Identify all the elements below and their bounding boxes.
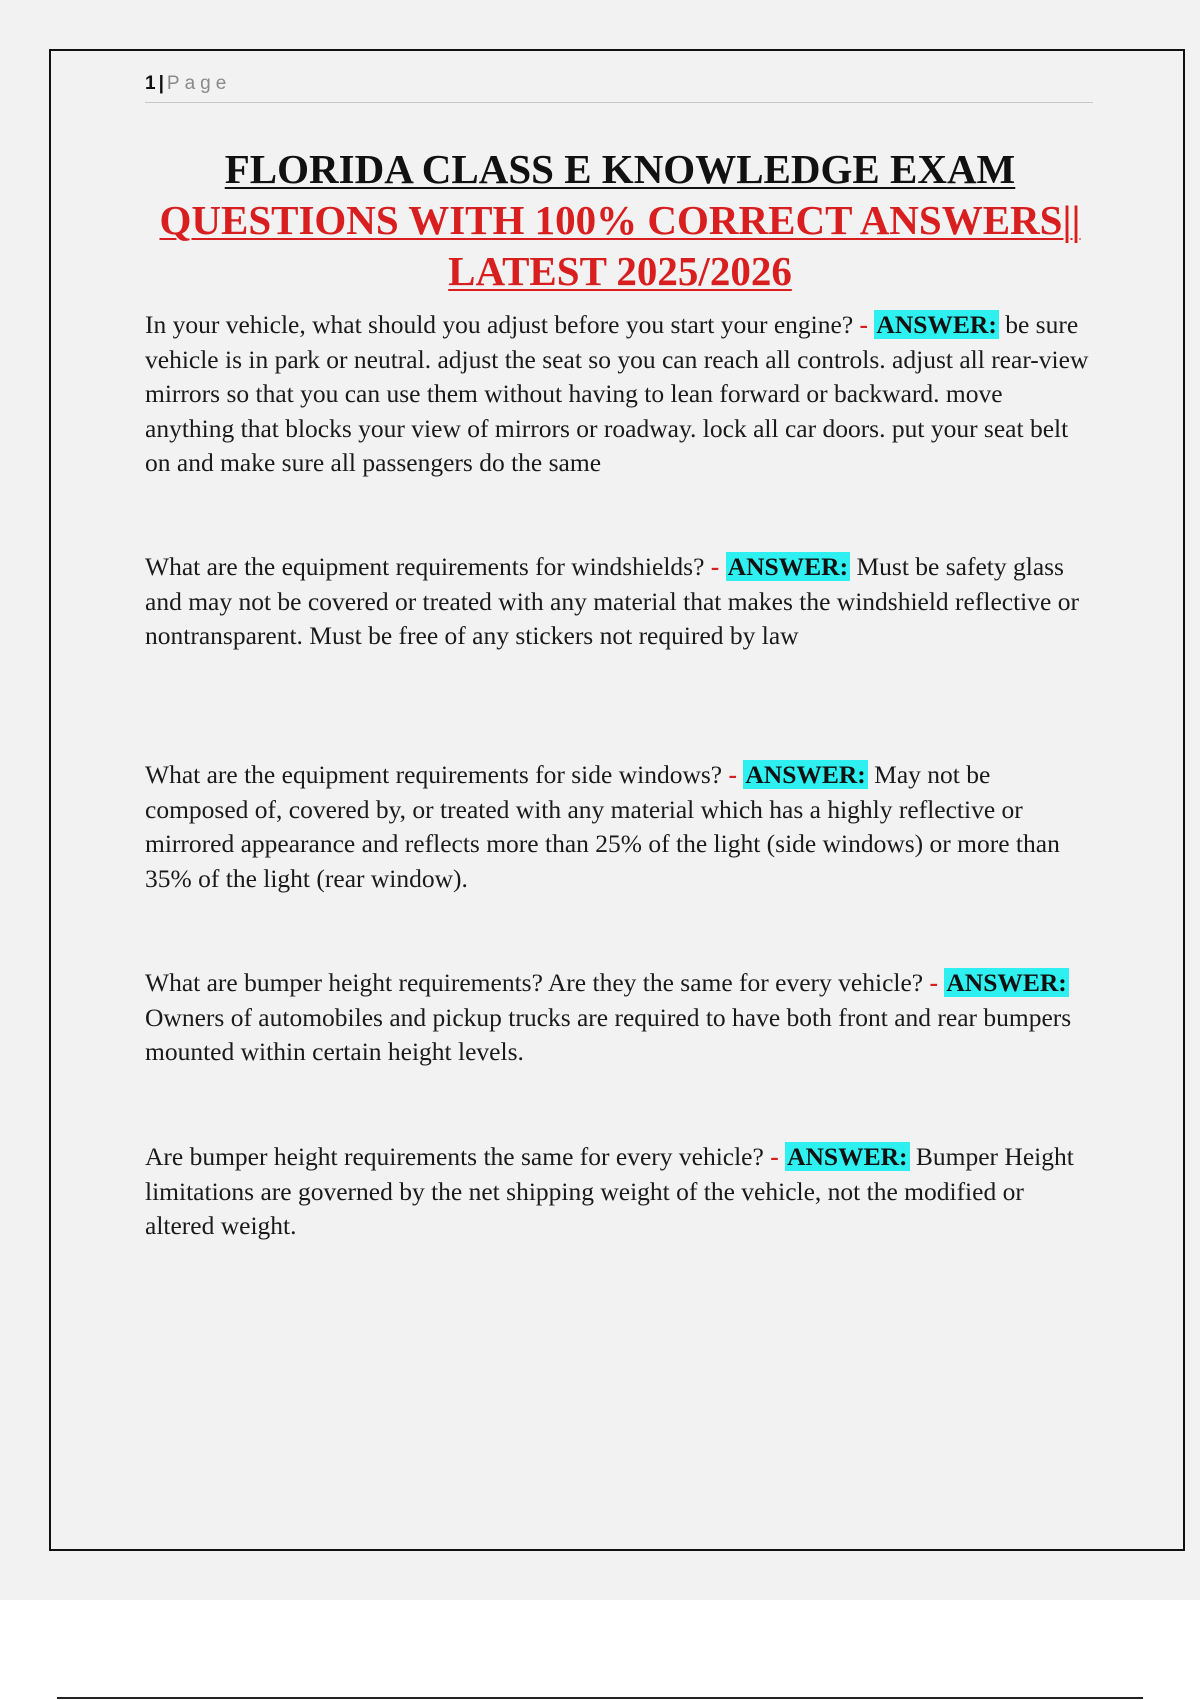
qa-item: [145, 550, 1095, 654]
answer-text: Must be safety glass and may not be covered or treated with any material that makes the windshield reflective or nontransparent. Must be free of any stickers not required by law: [145, 552, 1079, 650]
answer-label: ANSWER:: [876, 310, 997, 339]
answer-label: ANSWER:: [787, 1142, 908, 1171]
footer-rule: [57, 1697, 1143, 1699]
answer-dash: -: [728, 760, 737, 789]
document-title: [100, 144, 1140, 297]
qa-item: [145, 1140, 1095, 1244]
page-separator: |: [158, 73, 164, 94]
page-header: [145, 70, 1093, 103]
answer-text: Bumper Height limitations are governed by the net shipping weight of the vehicle, not the modified or altered weight.: [145, 1142, 1074, 1240]
answer-dash: -: [770, 1142, 779, 1171]
question-text: In your vehicle, what should you adjust before you start your engine?: [145, 310, 854, 339]
answer-dash: -: [929, 968, 938, 997]
title-line-1: FLORIDA CLASS E KNOWLEDGE EXAM: [224, 146, 1016, 192]
page-number: 1: [145, 73, 156, 94]
answer-dash: -: [710, 552, 720, 581]
title-line-3: LATEST 2025/2026: [448, 248, 792, 294]
question-text: Are bumper height requirements the same for every vehicle?: [145, 1142, 764, 1171]
answer-text: May not be composed of, covered by, or treated with any material which has a highly reflective or mirrored appearance and reflects more than 25% of the light (side windows) or more than 35% of the light (rear window).: [145, 760, 1060, 893]
page-label: Page: [166, 73, 232, 94]
question-text: What are the equipment requirements for windshields?: [145, 552, 705, 581]
answer-label: ANSWER:: [745, 760, 866, 789]
qa-item: [145, 308, 1095, 481]
answer-text: Owners of automobiles and pickup trucks are required to have both front and rear bumpers mounted within certain height levels.: [145, 1002, 1072, 1066]
qa-item: [145, 966, 1095, 1070]
qa-item: [145, 758, 1095, 896]
next-page-edge: [0, 1600, 1200, 1700]
question-text: What are bumper height requirements? Are they the same for every vehicle?: [145, 968, 924, 997]
answer-label: ANSWER:: [727, 552, 849, 581]
title-line-2: QUESTIONS WITH 100% CORRECT ANSWERS||: [159, 197, 1081, 243]
answer-label: ANSWER:: [946, 968, 1067, 997]
answer-text: be sure vehicle is in park or neutral. adjust the seat so you can reach all controls. adjust all rear-view mirrors so that you can use them without having to lean forward or backward. move anything that blocks your view of mirrors or roadway. lock all car doors. put your seat belt on and make sure all passengers do the same: [145, 310, 1089, 477]
answer-dash: -: [859, 310, 869, 339]
question-text: What are the equipment requirements for side windows?: [145, 760, 723, 789]
